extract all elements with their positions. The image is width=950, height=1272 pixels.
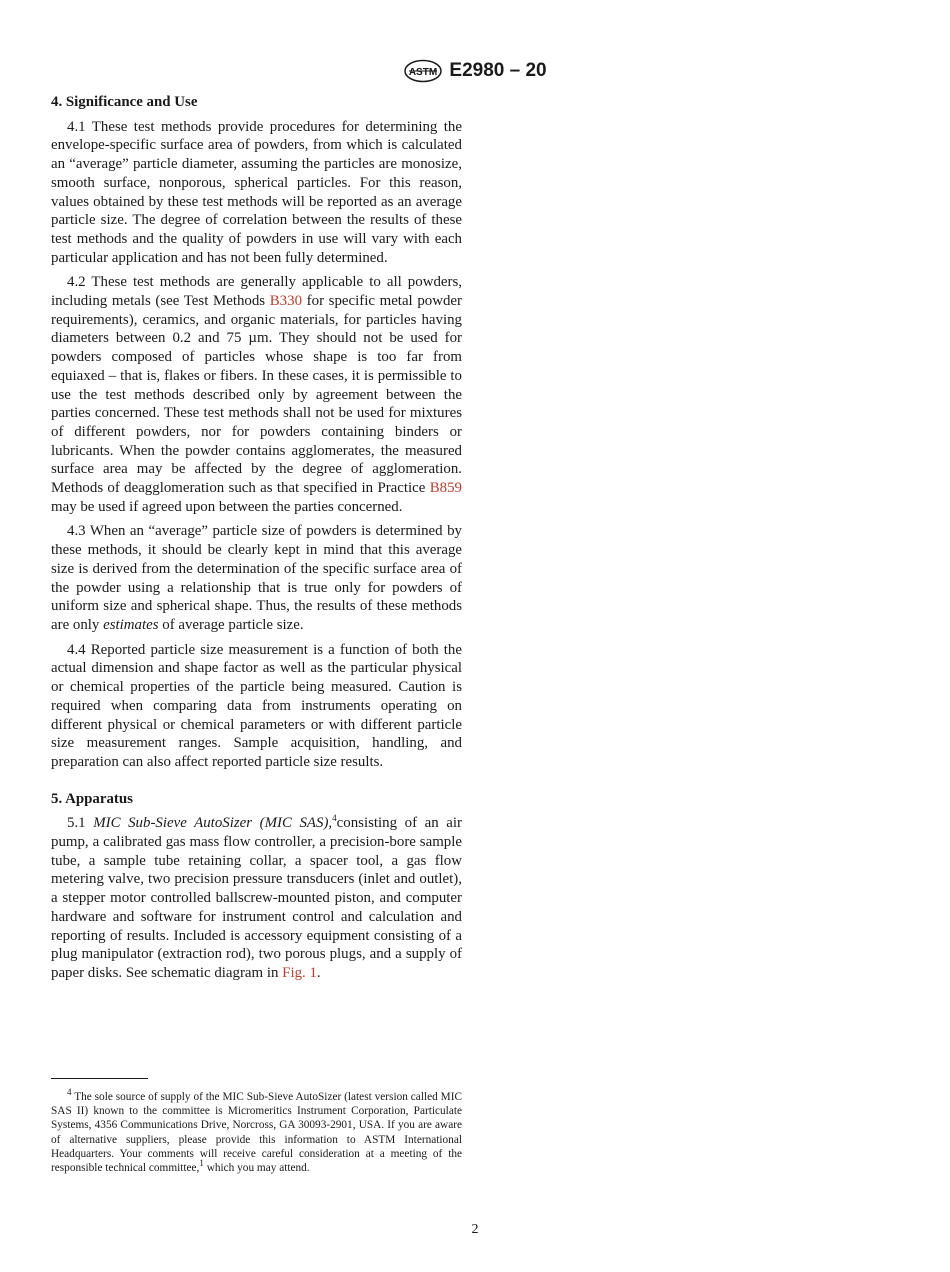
para-4-3: 4.3 When an “average” particle size of powders is determined by these methods, it should be clearly kept in mind that this average size is derived from the determination of the specific surface area of the powder using a relationship that is true only for powders of uniform size and spherical shape. Thus, the results of these methods are only estimates of average particle size. bbox=[51, 523, 462, 633]
document-designation: E2980 – 20 bbox=[449, 60, 547, 81]
section-4-heading: 4. Significance and Use bbox=[51, 94, 198, 110]
page-header bbox=[0, 57, 950, 85]
page-number: 2 bbox=[471, 1222, 479, 1237]
astm-logo-icon bbox=[403, 59, 443, 83]
link-fig-1[interactable]: Fig. 1 bbox=[282, 964, 317, 981]
footnote-rule bbox=[51, 1078, 148, 1079]
link-b330[interactable]: B330 bbox=[269, 293, 303, 310]
link-b859[interactable]: B859 bbox=[429, 480, 462, 497]
left-column bbox=[51, 93, 462, 989]
para-4-2: 4.2 These test methods are generally applicable to all powders, including metals (see Test Methods B330 for specific metal powder requirements), ceramics, and organic materials, for particles having diameters between 0.2 and 75 µm. They should not be used for powders composed of particles whose shape is too far from equiaxed – that is, flakes or fibers. In these cases, it is permissible to use the test methods described only by agreement between the parties concerned. These test methods shall not be used for mixtures of different powders, nor for powders containing binders or lubricants. When the powder contains agglomerates, the measured surface area may be affected by the degree of agglomeration. Methods of deagglomeration such as that specified in Practice B859 may be used if agreed upon between the parties concerned. bbox=[51, 274, 462, 515]
para-4-1: 4.1 These test methods provide procedures for determining the envelope-specific surface area of powders, from which is calculated an “average” particle diameter, assuming the particles are monosize, smooth surface, nonporous, spherical particles. For this reason, values obtained by these test methods will be reported as an average particle size. The degree of correlation between the results of these test methods and the quality of powders in use will vary with each particular application and has not been fully determined. bbox=[51, 118, 462, 266]
svg-text:ASTM: ASTM bbox=[409, 67, 438, 78]
footnote-4: $^4$ The sole source of supply of the MIC Sub-Sieve AutoSizer (latest version called MIC SAS II) known to the committee is Micromeritics Instrument Corporation, Particulate Systems, 4356 Communications Drive, Norcross, GA 30093-2901, USA. If you are aware of alternative suppliers, please provide this information to ASTM International Headquarters. Your comments will receive careful consideration at a meeting of the responsible technical committee,$^1$ which you may attend. bbox=[51, 1087, 462, 1175]
section-5-heading: 5. Apparatus bbox=[51, 790, 133, 807]
para-4-4: 4.4 Reported particle size measurement is a function of both the actual dimension and shape factor as well as the particular physical or chemical properties of the particle being measured. Caution is required when comparing data from instruments operating on different physical or chemical parameters or with different particle size measurement ranges. Sample acquisition, handling, and preparation can also affect reported particle size results. bbox=[51, 641, 462, 770]
para-5-1: 5.1 MIC Sub-Sieve AutoSizer (MIC SAS),$^4$consisting of an air pump, a calibrated gas mass flow controller, a precision-bore sample tube, a sample tube retaining collar, a spacer tool, a gas flow metering valve, two precision pressure transducers (inlet and outlet), a stepper motor controlled ballscrew-mounted piston, and computer hardware and software for instrument control and calculation and reporting of results. Included is accessory equipment consisting of a plug manipulator (extraction rod), two porous plugs, and a supply of paper disks. See schematic diagram in Fig. 1. bbox=[51, 813, 462, 981]
